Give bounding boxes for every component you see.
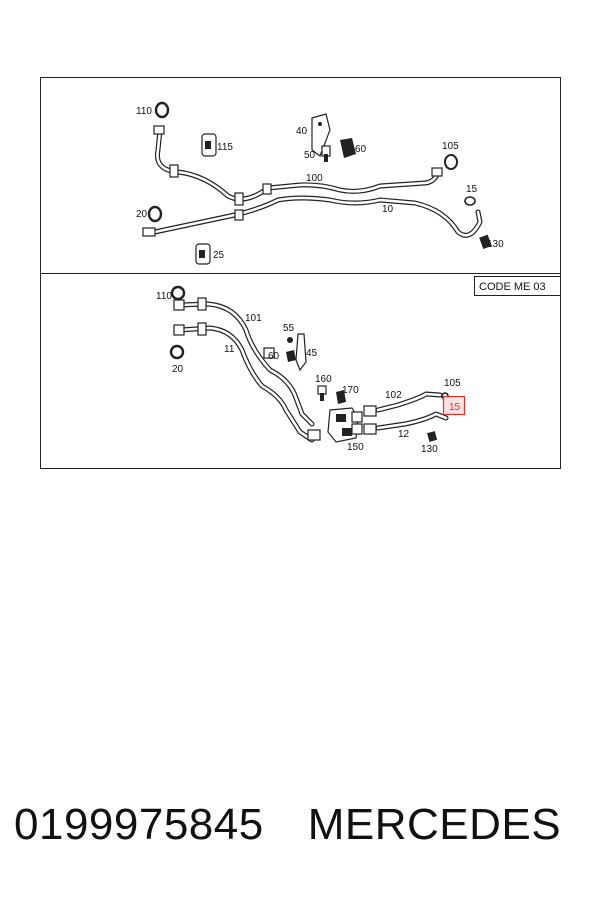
label-11: 11	[224, 344, 235, 355]
label-45: 45	[306, 348, 318, 359]
label-25: 25	[213, 250, 225, 261]
label-60: 60	[355, 144, 367, 155]
label-15: 15	[466, 184, 478, 195]
label-130: 130	[487, 239, 504, 250]
clamp-25	[196, 244, 210, 264]
label-50: 50	[304, 150, 316, 161]
part-number: 0199975845	[14, 800, 264, 849]
label-55: 55	[283, 323, 295, 334]
label-130: 130	[421, 444, 438, 455]
o-ring-20	[171, 346, 183, 358]
label-15: 15	[449, 402, 461, 413]
label-40: 40	[296, 126, 308, 137]
label-20: 20	[172, 364, 184, 375]
label-100: 100	[306, 173, 323, 184]
label-102: 102	[385, 390, 402, 401]
clamp-115	[202, 134, 216, 156]
o-ring-110	[172, 287, 184, 299]
label-105: 105	[442, 141, 459, 152]
label-110: 110	[136, 106, 152, 117]
o-ring-20	[149, 207, 161, 221]
label-150: 150	[347, 442, 364, 453]
brand-name: MERCEDES	[307, 800, 562, 849]
code-label: CODE ME 03	[479, 281, 546, 293]
label-60: 60	[268, 351, 280, 362]
label-20: 20	[136, 209, 148, 220]
label-115: 115	[217, 142, 233, 153]
label-10: 10	[382, 204, 394, 215]
label-160: 160	[315, 374, 332, 385]
o-ring-105	[445, 155, 457, 169]
label-170: 170	[342, 385, 359, 396]
label-105: 105	[444, 378, 461, 389]
o-ring-110	[156, 103, 168, 117]
nut-55	[287, 337, 293, 343]
label-110: 110	[156, 291, 172, 302]
o-ring-15	[465, 197, 475, 205]
label-12: 12	[398, 429, 410, 440]
label-101: 101	[245, 313, 262, 324]
product-footer	[14, 800, 594, 850]
bracket-45	[296, 334, 306, 370]
